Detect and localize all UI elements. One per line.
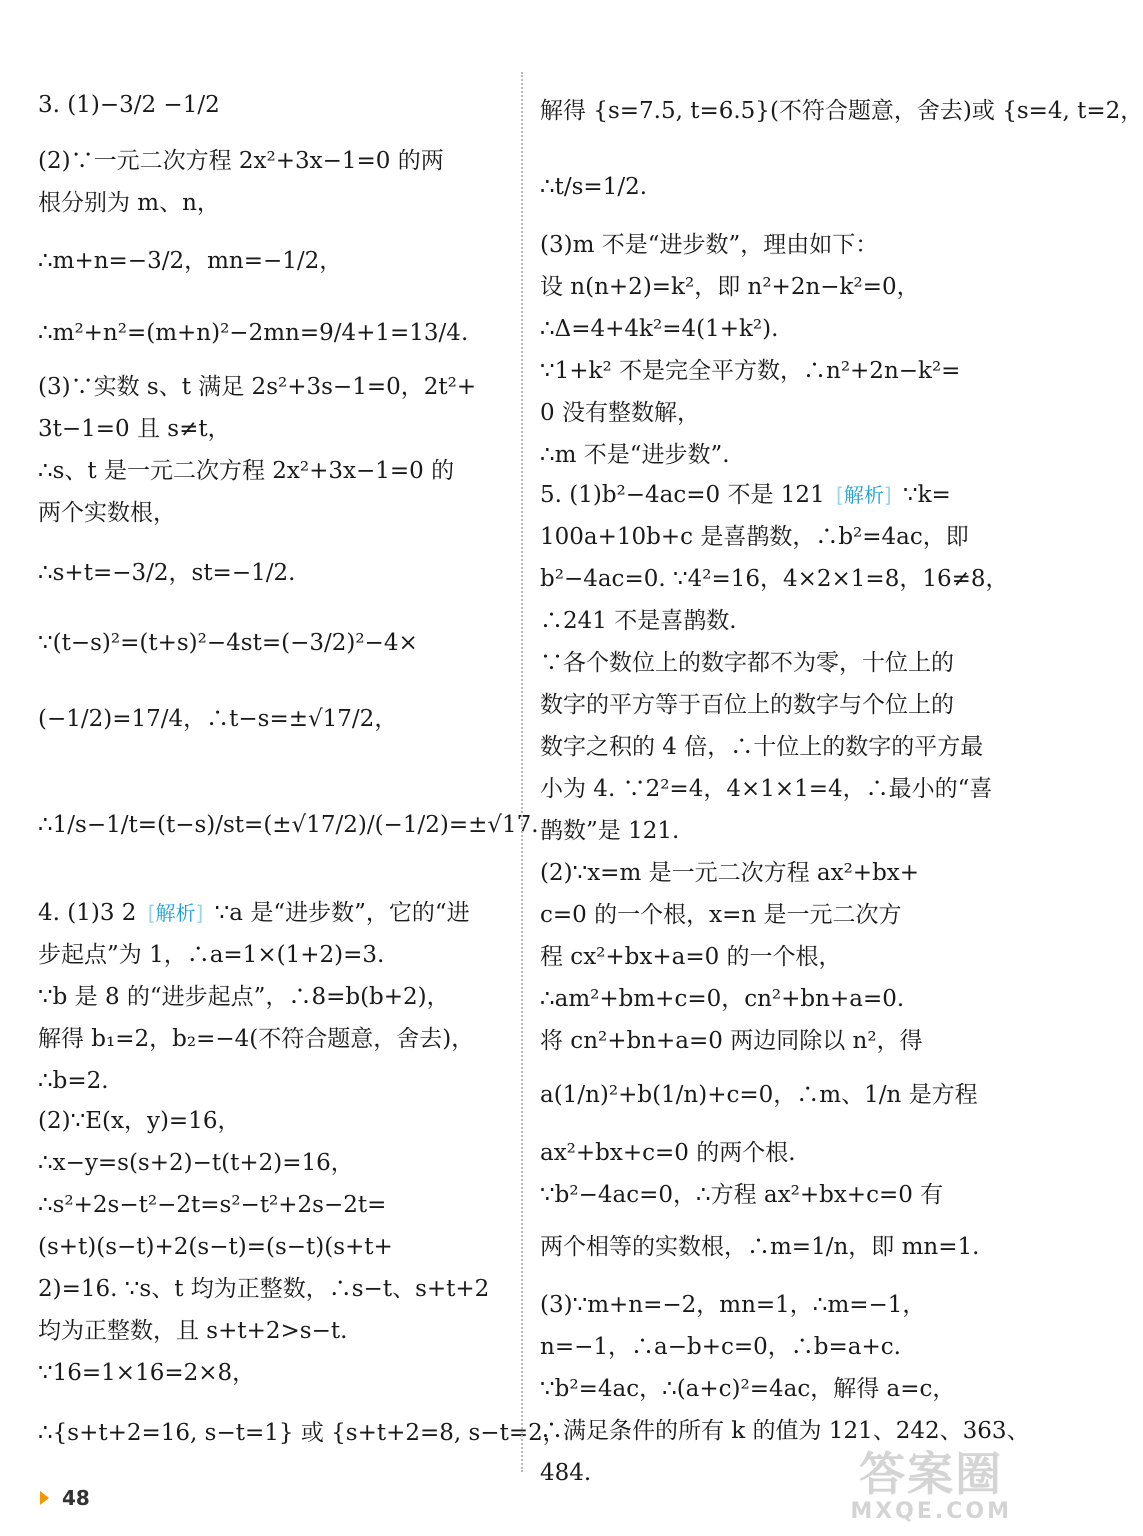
text-line: 均为正整数，且 s+t+2>s−t.	[38, 1318, 348, 1344]
text-line: ∴s+t=−3/2，st=−1/2.	[38, 560, 296, 586]
text-line: ∵b 是 8 的“进步起点”，∴8=b(b+2)，	[38, 984, 450, 1010]
text-line: ∵16=1×16=2×8，	[38, 1360, 256, 1386]
text-line: 程 cx²+bx+a=0 的一个根，	[540, 944, 842, 970]
text-line: (3)∵m+n=−2，mn=1，∴m=−1，	[540, 1292, 926, 1318]
text-line: (2)∵x=m 是一元二次方程 ax²+bx+	[540, 860, 920, 886]
text-line: n=−1，∴a−b+c=0，∴b=a+c.	[540, 1334, 901, 1360]
text-line: ∵a 是“进步数”，它的“进	[214, 900, 470, 926]
text-line: ax²+bx+c=0 的两个根.	[540, 1140, 796, 1166]
text-line: 两个相等的实数根，∴m=1/n，即 mn=1.	[540, 1234, 980, 1260]
text-line: 数字之积的 4 倍，∴十位上的数字的平方最	[540, 734, 984, 760]
text-line: ∴s、t 是一元二次方程 2x²+3x−1=0 的	[38, 458, 455, 484]
text-line: 数字的平方等于百位上的数字与个位上的	[540, 692, 954, 718]
text-line: ∵1+k² 不是完全平方数，∴n²+2n−k²=	[540, 358, 961, 384]
text-line: 解得 b₁=2，b₂=−4(不符合题意，舍去)，	[38, 1026, 475, 1052]
text-line: ∴m 不是“进步数”.	[540, 442, 730, 468]
text-line: 4. (1)3 2	[38, 900, 137, 926]
text-line: (−1/2)=17/4，∴t−s=±√17/2，	[38, 706, 398, 732]
text-line: ∵k=	[902, 482, 951, 508]
text-line: ∴m+n=−3/2，mn=−1/2，	[38, 248, 343, 274]
text-line: (3)∵实数 s、t 满足 2s²+3s−1=0，2t²+	[38, 374, 477, 400]
text-line: (2)∵一元二次方程 2x²+3x−1=0 的两	[38, 148, 444, 174]
text-line: 解得 {s=7.5, t=6.5}(不符合题意，舍去)或 {s=4, t=2，	[540, 98, 1143, 124]
text-line: ∴{s+t+2=16, s−t=1} 或 {s+t+2=8, s−t=2，	[38, 1420, 566, 1446]
text-line: ∴t/s=1/2.	[540, 174, 648, 200]
text-line: 2)=16. ∵s、t 均为正整数，∴s−t、s+t+2	[38, 1276, 490, 1302]
text-line: 5. (1)b²−4ac=0 不是 121	[540, 482, 825, 508]
text-line: (2)∵E(x，y)=16，	[38, 1108, 241, 1134]
text-line: c=0 的一个根，x=n 是一元二次方	[540, 902, 902, 928]
text-line: (s+t)(s−t)+2(s−t)=(s−t)(s+t+	[38, 1234, 393, 1260]
column-divider	[521, 72, 523, 1472]
text-line: 步起点”为 1，∴a=1×(1+2)=3.	[38, 942, 385, 968]
text-line: ∵各个数位上的数字都不为零，十位上的	[540, 650, 954, 676]
text-line: ∵b²−4ac=0，∴方程 ax²+bx+c=0 有	[540, 1182, 944, 1208]
text-line: 鹊数”是 121.	[540, 818, 680, 844]
text-line: 3t−1=0 且 s≠t，	[38, 416, 231, 442]
text-line: 根分别为 m、n，	[38, 190, 220, 216]
text-line: 两个实数根，	[38, 500, 176, 526]
text-line: ∴满足条件的所有 k 的值为 121、242、363、	[540, 1418, 1030, 1444]
analysis-tag: [ 解析 ]	[144, 901, 208, 925]
text-line: a(1/n)²+b(1/n)+c=0，∴m、1/n 是方程	[540, 1082, 978, 1108]
answer-header	[540, 480, 951, 510]
text-line: ∴am²+bm+c=0，cn²+bn+a=0.	[540, 986, 905, 1012]
text-line: b²−4ac=0. ∵4²=16，4×2×1=8，16≠8，	[540, 566, 1009, 592]
text-line: ∴x−y=s(s+2)−t(t+2)=16，	[38, 1150, 354, 1176]
watermark-url: MXQE.COM	[850, 1499, 1012, 1524]
text-line: ∴b=2.	[38, 1068, 109, 1094]
text-line: ∵(t−s)²=(t+s)²−4st=(−3/2)²−4×	[38, 630, 418, 656]
text-line: ∴1/s−1/t=(t−s)/st=(±√17/2)/(−1/2)=±√17.	[38, 812, 539, 838]
text-line: 将 cn²+bn+a=0 两边同除以 n²，得	[540, 1028, 923, 1054]
text-line: 484.	[540, 1460, 592, 1486]
answer-header	[38, 898, 470, 928]
text-line: 设 n(n+2)=k²，即 n²+2n−k²=0，	[540, 274, 920, 300]
text-line: ∴Δ=4+4k²=4(1+k²).	[540, 316, 779, 342]
page-marker-icon	[40, 1491, 49, 1505]
watermark-logo	[850, 1449, 1012, 1524]
text-line: ∴241 不是喜鹊数.	[540, 608, 737, 634]
text-line: 3. (1)−3/2 −1/2	[38, 92, 220, 118]
page-number: 48	[62, 1486, 90, 1510]
text-line: 小为 4. ∵2²=4，4×1×1=4，∴最小的“喜	[540, 776, 993, 802]
text-line: ∴s²+2s−t²−2t=s²−t²+2s−2t=	[38, 1192, 387, 1218]
text-line: 0 没有整数解，	[540, 400, 700, 426]
text-line: ∴m²+n²=(m+n)²−2mn=9/4+1=13/4.	[38, 320, 469, 346]
watermark-text: 答案圈	[859, 1447, 1004, 1501]
text-line: (3)m 不是“进步数”，理由如下：	[540, 232, 879, 258]
text-line: ∵b²=4ac，∴(a+c)²=4ac，解得 a=c，	[540, 1376, 956, 1402]
text-line: 100a+10b+c 是喜鹊数，∴b²=4ac，即	[540, 524, 969, 550]
analysis-tag: [ 解析 ]	[832, 483, 896, 507]
